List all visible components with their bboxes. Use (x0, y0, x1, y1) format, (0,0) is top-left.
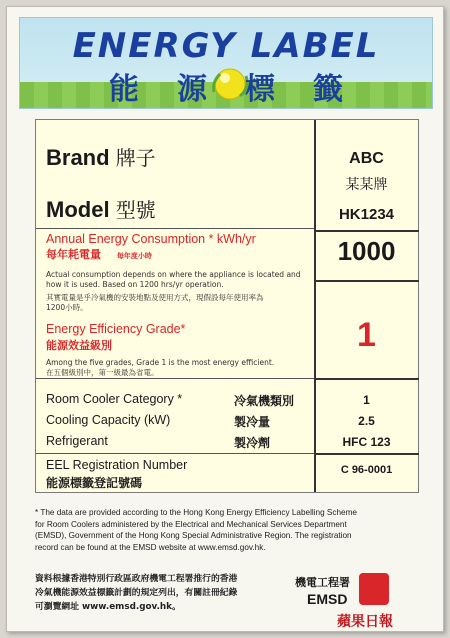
value-divider (314, 453, 419, 455)
spec-label: Refrigerant (46, 434, 108, 448)
value-divider (314, 378, 419, 380)
brand-value: ABC (349, 150, 384, 167)
emsd-logo-icon (359, 573, 389, 605)
grade-label-zh: 能源效益級別 (46, 339, 112, 352)
energy-label-card (6, 6, 444, 632)
emsd-name-zh: 機電工程署 (295, 576, 350, 589)
model-label: Model 型號 (46, 197, 156, 222)
consumption-note: Actual consumption depends on where the appliance is located and how it is used. Based on 1200 hrs/yr operation. 其實電量是乎冷氣機的安裝地點及使用方式，現假設每年使用率為 1200小時。 (46, 270, 301, 312)
brand-label: Brand 牌子 (46, 145, 156, 170)
consumption-label: Annual Energy Consumption * kWh/yr (46, 232, 256, 246)
newspaper-watermark: 蘋果日報 (337, 614, 393, 630)
consumption-label-zh: 每年耗電量 每年度小時 (46, 248, 152, 261)
spec-label-zh: 冷氣機類別 (234, 394, 295, 408)
registration-label: EEL Registration Number (46, 458, 188, 472)
grade-label: Energy Efficiency Grade* (46, 322, 186, 336)
spec-label: Cooling Capacity (kW) (46, 413, 171, 427)
row-divider (36, 228, 314, 229)
title-english: ENERGY LABEL (72, 26, 380, 66)
spec-label: Room Cooler Category * (46, 392, 183, 406)
spec-value: 2.5 (358, 414, 375, 428)
consumption-value: 1000 (337, 236, 396, 266)
label-body (35, 119, 419, 493)
model-value: HK1234 (338, 206, 395, 223)
registration-label-zh: 能源標籤登記號碼 (46, 476, 143, 490)
row-divider (36, 453, 314, 454)
label-header (19, 17, 433, 109)
spec-value: 1 (363, 393, 370, 407)
row-divider (36, 378, 314, 379)
grade-value: 1 (357, 316, 376, 354)
spec-label-zh: 製冷量 (234, 415, 271, 429)
spec-value: HFC 123 (342, 435, 391, 449)
title-chinese: 能源標籤 (109, 72, 381, 107)
spec-label-zh: 製冷劑 (234, 436, 271, 450)
value-divider (314, 280, 419, 282)
emsd-name-en: EMSD (307, 591, 348, 607)
footnote-english: * The data are provided according to the Hong Kong Energy Efficiency Labelling Scheme for Room Coolers administered by the Electrical and Mechanical Services Department (EMSD), Government of the Hong Kong Special Administrative Region. The registration record can be found at the EMSD website at www.emsd.gov.hk. (35, 508, 357, 552)
brand-value-zh: 某某牌 (345, 176, 388, 192)
value-divider (314, 230, 419, 232)
footnote-chinese: 資料根據香港特別行政區政府機電工程署推行的香港 冷氣機能源效益標籤計劃的規定列出，有關註冊紀錄 可瀏覽網址 www.emsd.gov.hk。 (35, 574, 238, 612)
grade-note: Among the five grades, Grade 1 is the most energy efficient. 在五個級別中，第一級最為省電。 (46, 358, 275, 377)
registration-value: C 96-0001 (340, 464, 393, 476)
